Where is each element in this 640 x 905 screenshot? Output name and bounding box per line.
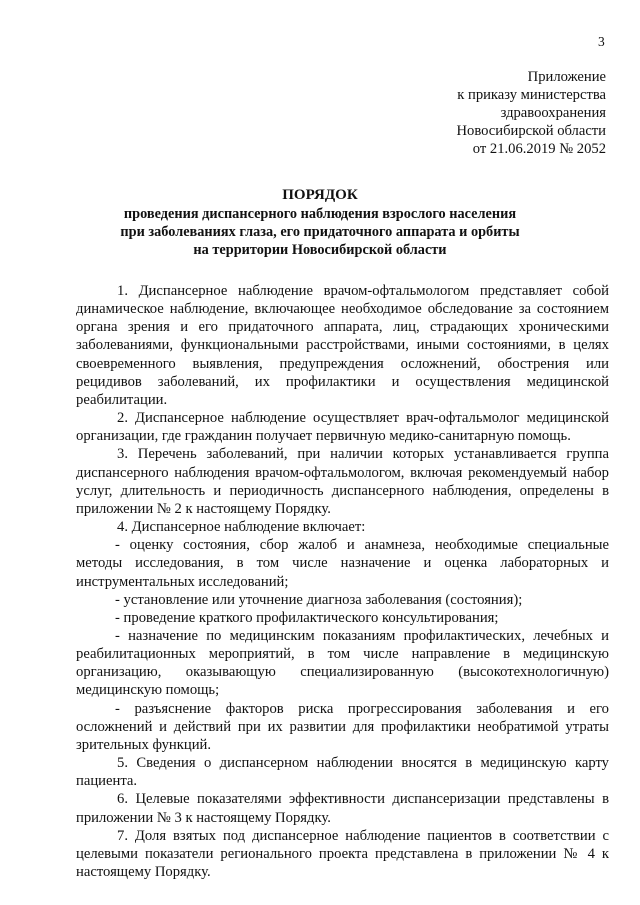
- list-item: - установление или уточнение диагноза заболевания (состояния);: [115, 591, 523, 608]
- list-item: - разъяснение факторов риска прогрессирования заболевания и его осложнений и действий при их развитии для профилактики необратимой утраты зрительных функций.: [76, 700, 609, 753]
- document-subtitle: [0, 205, 640, 259]
- subtitle-line: при заболеваниях глаза, его придаточного аппарата и орбиты: [120, 224, 520, 240]
- page-number: 3: [598, 34, 605, 49]
- appendix-line: к приказу министерства: [457, 87, 606, 103]
- paragraph-6: 6. Целевые показателями эффективности диспансеризации представлены в приложении № 3 к настоящему Порядку.: [76, 791, 609, 826]
- appendix-line: от 21.06.2019 № 2052: [472, 141, 606, 157]
- appendix-line: Приложение: [527, 69, 606, 85]
- subtitle-line: проведения диспансерного наблюдения взрослого населения: [123, 206, 517, 222]
- subtitle-line: на территории Новосибирской области: [193, 242, 447, 258]
- list-item: - назначение по медицинским показаниям профилактических, лечебных и реабилитационных мероприятий, в том числе направление в медицинскую организацию, оказывающую специализированную (высокотехнологичную) медицинскую помощь;: [76, 627, 609, 699]
- appendix-line: здравоохранения: [500, 105, 606, 121]
- list-item: - проведение краткого профилактического консультирования;: [115, 609, 499, 626]
- paragraph-4: 4. Диспансерное наблюдение включает:: [117, 519, 366, 536]
- document-body: [76, 282, 609, 881]
- paragraph-3: 3. Перечень заболеваний, при наличии которых устанавливается группа диспансерного наблюдения врачом-офтальмологом, включая рекомендуемый набор услуг, длительность и периодичность диспансерного наблюдения, определены в приложении № 2 к настоящему Порядку.: [76, 446, 609, 517]
- paragraph-1: 1. Диспансерное наблюдение врачом-офтальмологом представляет собой динамическое наблюдение, включающее необходимое обследование за состоянием органа зрения и его придаточного аппарата, лиц, страдающих хроническими заболеваниями, функциональными расстройствами, иными состояниями, в целях своевременного выявления, предупреждения осложнений, обострения или рецидивов заболеваний, их профилактики и осуществления медицинской реабилитации.: [76, 283, 609, 408]
- appendix-line: Новосибирской области: [456, 123, 606, 139]
- list-item: - оценку состояния, сбор жалоб и анамнеза, необходимые специальные методы исследования, в том числе назначение и оценка лабораторных и инструментальных исследований;: [76, 537, 609, 590]
- paragraph-7: 7. Доля взятых под диспансерное наблюдение пациентов в соответствии с целевыми показатели регионального проекта представлена в приложении № 4 к настоящему Порядку.: [76, 827, 609, 880]
- appendix-reference: [457, 68, 606, 158]
- document-title: ПОРЯДОК: [282, 187, 358, 203]
- paragraph-2: 2. Диспансерное наблюдение осуществляет врач-офтальмолог медицинской организации, где гражданин получает первичную медико-санитарную помощь.: [76, 410, 609, 445]
- paragraph-5: 5. Сведения о диспансерном наблюдении вносятся в медицинскую карту пациента.: [76, 755, 609, 790]
